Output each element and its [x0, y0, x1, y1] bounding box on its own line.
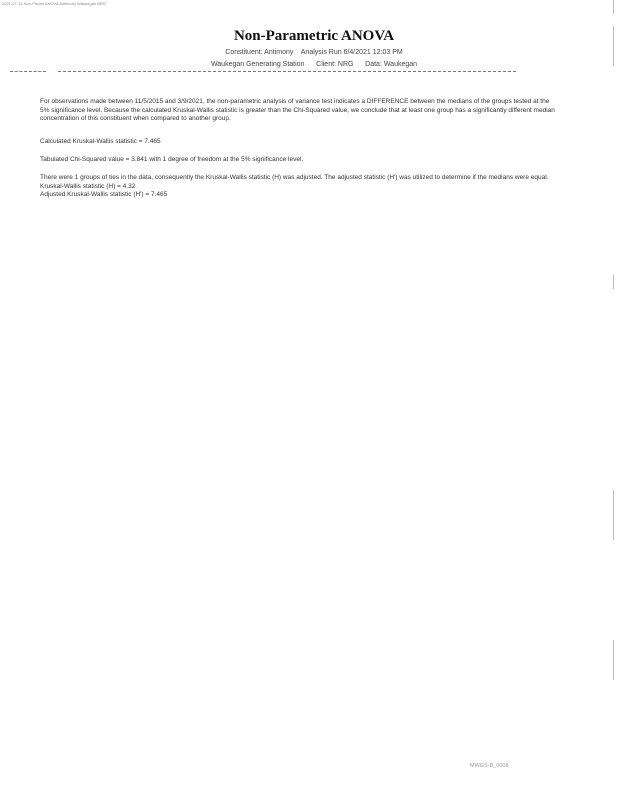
edge-mark	[613, 0, 614, 14]
page-footer-id: MWGS-B_0008	[470, 763, 509, 769]
edge-mark	[613, 490, 614, 540]
edge-mark	[613, 640, 614, 680]
divider-left	[10, 71, 46, 72]
station-label: Waukegan Generating Station	[210, 61, 305, 68]
edge-mark	[613, 275, 614, 289]
ties-section	[40, 174, 560, 200]
analysis-info	[0, 49, 618, 56]
tabulated-value: Tabulated Chi-Squared value = 3.841 with 1 degree of freedom at the 5% significance level.	[40, 156, 304, 163]
data-label: Data: Waukegan	[365, 61, 418, 68]
page-header-line: 2021-07-13 Non-Param ANOVA Antimony Waukegan BRG	[2, 1, 106, 6]
edge-mark	[613, 26, 614, 66]
analysis-run-label: Analysis Run 6/4/2021 12:03 PM	[300, 49, 403, 56]
ties-paragraph: There were 1 groups of ties in the data, consequently the Kruskal-Wallis statistic (H) was adjusted. The adjusted statistic (H') was utilized to determine if the medians were equal.	[40, 174, 549, 181]
client-label: Client: NRG	[316, 61, 354, 68]
page-title: Non-Parametric ANOVA	[233, 28, 395, 44]
intro-paragraph: For observations made between 11/5/2015 and 3/9/2021, the non-parametric analysis of variance test indicates a DIFFERENCE between the medians of the groups tested at the 5% significance level. Because the calculated Kruskal-Wallis statistic is greater than the Chi-Squared value, we conclude that at least one group has a significantly different median concentration of this constituent when compared to another group.	[40, 98, 555, 122]
divider-main	[58, 71, 516, 72]
constituent-label: Constituent: Antimony	[225, 49, 294, 56]
kruskal-wallis-statistic: Kruskal-Wallis statistic (H) = 4.32	[40, 182, 136, 190]
calculated-statistic: Calculated Kruskal-Wallis statistic = 7.465	[40, 138, 161, 145]
site-info	[0, 61, 618, 68]
adjusted-kruskal-wallis-statistic: Adjusted Kruskal-Wallis statistic (H') = 7.465	[40, 191, 168, 198]
